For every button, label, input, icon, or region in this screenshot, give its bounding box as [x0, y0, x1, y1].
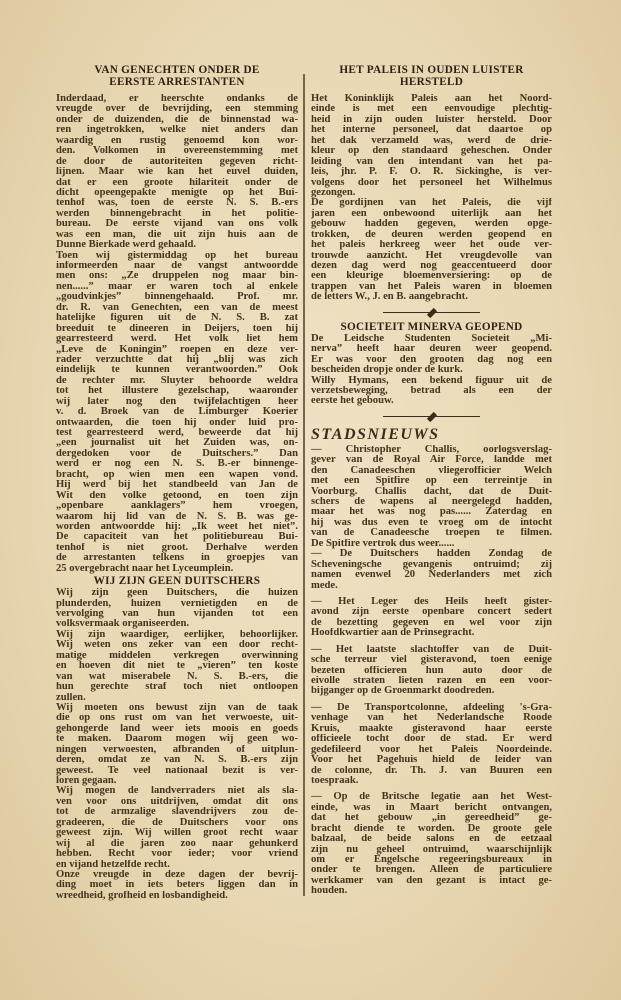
text-line: avond zijn eerste openbare concert sedert	[311, 607, 552, 618]
text-line: Kruis, maakte gisteravond haar eerste	[311, 723, 552, 734]
text-line: het interne personeel, dat daartoe op	[311, 125, 552, 136]
text-line: leiding van den intendant van het pa-	[311, 156, 552, 167]
text-line: dergedoken voor de Duitschers.” Dan	[56, 448, 298, 459]
text-line: Hoofdkwartier aan de Prinsegracht.	[311, 628, 475, 639]
text-line: venhage van het Nederlandsche Roode	[311, 713, 552, 724]
text-line: geweest. Te veel nationaal bezit is ver-	[56, 765, 298, 776]
text-line: dat het gebouw „in gereedheid” ge-	[311, 813, 552, 824]
text-line: jaren een onbewoond uiterlijk aan het	[311, 208, 552, 219]
text-line: dicht opeengepakte menigte op het Bui-	[56, 187, 298, 198]
text-line: tenhof was, toen de eerste N. S. B.-ers	[56, 198, 298, 209]
text-line: Toen wij gistermiddag op het bureau	[56, 250, 298, 261]
text-line: ven voor ons uitdrijven, omdat dit ons	[56, 796, 298, 807]
text-line: worden antwoordde hij: „Ik weet het niet”.	[56, 521, 298, 532]
text-line: tenhof is niet groot. Derhalve werden	[56, 542, 298, 553]
text-line: dezen dag werd nog geaccentueerd door	[311, 261, 552, 271]
text-line: ding moet in iets beters liggen dan in	[56, 880, 298, 891]
text-line: einde, was in Maart bericht ontvangen,	[311, 802, 552, 813]
text-line: — Het Leger des Heils heeft gister-	[311, 596, 552, 607]
text-line: Wit den volke getoond, en toen zijn	[56, 490, 298, 501]
text-line: nerva” heeft haar deuren weer geopend.	[311, 344, 552, 355]
paragraph	[311, 792, 552, 896]
text-line: trokken, de deuren werden geopend en	[311, 229, 552, 240]
text-line: zijn nu geheel ontruimd, waarschijnlijk	[311, 844, 552, 855]
left-column	[56, 64, 298, 901]
ornamental-divider	[311, 410, 552, 422]
text-line: tot het illustere gezelschap, waaronder	[56, 386, 298, 397]
text-line: sche terreur viel gisteravond, toen eenige	[311, 655, 552, 666]
text-line: bijganger op de Groenmarkt doodreden.	[311, 686, 495, 697]
text-line: Hij werd bij het standbeeld van Jan de	[56, 480, 298, 491]
text-line: Wij mogen de landverraders niet als sla-	[56, 786, 298, 797]
text-line: matige middelen verkregen overwinning	[56, 650, 298, 661]
text-line: zullen.	[56, 692, 86, 703]
text-line: werden binnengebracht in het politie-	[56, 208, 298, 219]
text-line: Het Koninklijk Paleis aan het Noord-	[311, 94, 552, 104]
text-line: hebben. Recht voor ieder; voor vriend	[56, 849, 298, 860]
subheading: WIJ ZIJN GEEN DUITSCHERS	[93, 575, 261, 588]
text-line: ningen verwoesten, afbranden of uitplun-	[56, 744, 298, 755]
text-line: om er Engelsche regeeringsbureaux in	[311, 855, 552, 865]
text-line: waardig en rustig genoemd kon wor-	[56, 135, 298, 146]
text-line: kleur op den standaard geheschen. Onder	[311, 146, 552, 157]
text-line: volksvermaak organiseerden.	[56, 619, 190, 630]
text-line: eivolle straten lieten razen en een voor-	[311, 676, 552, 686]
paragraph	[311, 645, 552, 697]
text-line: verzetsbeweging, betrad als een der	[311, 385, 552, 396]
text-line: onder de duizenden, die de binnenstad wa-	[56, 114, 298, 125]
headline-line: HET PALEIS IN OUDEN LUISTER	[339, 64, 524, 76]
text-line: de rechter mr. Sluyter behoorde weldra	[56, 375, 298, 386]
text-line: gever van de Royal Air Force, landde met	[311, 455, 552, 466]
text-line: met een Spitfire op een terreintje in	[311, 476, 552, 487]
text-line: deren, omdat ze van N. S. B.-ers zijn	[56, 755, 298, 766]
text-line: wreedheid, grofheid en losbandigheid.	[56, 890, 228, 901]
text-line: waarom hij lid van de N. S. B. was ge-	[56, 511, 298, 522]
text-line: balzaal, de beide salons en de eetzaal	[311, 834, 552, 845]
text-line: einde is met een eenvoudige plechtig-	[311, 104, 552, 115]
right-column	[311, 64, 552, 897]
paragraph	[56, 588, 298, 630]
text-line: mede.	[311, 580, 338, 591]
text-line: werkkamer van den gezant is intact ge-	[311, 875, 552, 886]
text-line: — De Transportcolonne, afdeeling 's-Gra-	[311, 702, 552, 713]
text-line: 25 overgebracht naar het Lyceumplein.	[56, 563, 234, 574]
text-line: de letters W., J. en B. aangebracht.	[311, 292, 468, 303]
text-line: hij was dus even te vroeg om de intocht	[311, 517, 552, 528]
text-line: lijnen. Maar wie kan het euvel duiden,	[56, 167, 298, 178]
paragraph	[311, 549, 552, 591]
text-line: den. Volkomen in overeenstemming met	[56, 146, 298, 157]
headline-line: HERSTELD	[399, 76, 464, 88]
text-line: „Leve de Koningin” roepen en deze ver-	[56, 344, 298, 355]
column-divider	[303, 74, 305, 896]
text-line: dr. R. van Genechten, een van de meest	[56, 302, 298, 313]
text-line: men ons: „Ze druppelen nog maar bin-	[56, 271, 298, 282]
text-line: en vijand hetzelfde recht.	[56, 859, 170, 870]
text-line: gearresteerd werd. Het volk liet hem	[56, 334, 298, 345]
text-line: De gordijnen van het Paleis, die vijf	[311, 198, 552, 209]
text-line: nen......” maar er waren toch al enkele	[56, 281, 298, 292]
text-line: schers de wapens al neergelegd hadden,	[311, 497, 552, 507]
text-line: tot de armzalige slavendrijvers zou de-	[56, 807, 298, 818]
paragraph	[56, 703, 298, 787]
text-line: gradeeren, die de Duitschers voor ons	[56, 817, 298, 828]
text-line: de colonne, dr. Th. J. van Buuren een	[311, 765, 552, 776]
text-line: v. d. Broek van de Limburger Koerier	[56, 407, 298, 418]
text-line: breeduit te dineeren in Deijers, toen hij	[56, 323, 298, 334]
text-line: werd er nog een N. S. B.-er binnenge-	[56, 459, 298, 470]
text-line: gezongen.	[311, 187, 356, 198]
text-line: eindelijk te kunnen verantwoorden.” Ook	[56, 365, 298, 376]
text-line: gebouw hadden gegeven, werden opge-	[311, 219, 552, 230]
headline-line: VAN GENECHTEN ONDER DE	[94, 64, 260, 76]
text-line: hatelijke figuren uit de N. S. B. zat	[56, 313, 298, 324]
text-line: en hoeven dit niet te „vieren” ten koste	[56, 661, 298, 672]
text-line: officieele tocht door de stad. Er werd	[311, 734, 552, 745]
text-line: „goudvinkjes” binnengehaald. Prof. mr.	[56, 292, 298, 303]
text-line: gehongerde land weer iets moois en goeds	[56, 723, 298, 734]
text-line: — De Duitschers hadden Zondag de	[311, 549, 552, 560]
text-line: volgens door het personeel het Wilhelmus	[311, 177, 552, 188]
text-line: plunderden, huizen vernietigden en de	[56, 598, 298, 609]
text-line: — Op de Britsche legatie aan het West-	[311, 792, 552, 803]
text-line: „openbare aanklagers” hem vroegen,	[56, 501, 298, 512]
paragraph	[311, 94, 552, 198]
paragraph	[311, 198, 552, 302]
text-line: Scheveningsche gevangenis ontruimd; zij	[311, 559, 552, 570]
text-line: gedefileerd voor het Paleis Noordeinde.	[311, 744, 552, 755]
paragraph	[311, 597, 552, 639]
text-line: De Leidsche Studenten Societeit „Mi-	[311, 333, 552, 344]
text-line: maar het was nog pas...... Zaterdag en	[311, 507, 552, 518]
text-line: Wij zijn geen Duitschers, die huizen	[56, 588, 298, 599]
paragraph	[311, 376, 552, 407]
text-line: — Het laatste slachtoffer van de Duit-	[311, 644, 552, 655]
text-line: wij later nog den twijfelachtigen heer	[56, 396, 298, 407]
text-line: geweest zijn. Wij willen groot recht waar	[56, 828, 298, 839]
text-line: was een man, die uit zijn huis aan de	[56, 229, 298, 240]
text-line: houden.	[311, 886, 348, 897]
text-line: Onze vreugde in deze dagen der bevrij-	[56, 869, 298, 880]
text-line: eerste het gebouw.	[311, 396, 394, 407]
text-line: het dak verzameld was, werd de drie-	[311, 135, 552, 146]
paragraph	[56, 630, 298, 703]
text-line: bezeten officieren hun auto door de	[311, 665, 552, 676]
text-line: Willy Hymans, een bekend figuur uit de	[311, 375, 552, 386]
text-line: wij al die jaren zoo naar gehunkerd	[56, 838, 298, 849]
text-line: een kleurige bloemenversiering: op de	[311, 271, 552, 282]
text-line: de arrestanten telkens in groepjes van	[56, 553, 298, 564]
text-line: „een journalist uit het Zuiden was, on-	[56, 438, 298, 449]
paragraph	[311, 445, 552, 549]
text-line: Dunne Bierkade werd gehaald.	[56, 240, 197, 251]
paragraph	[56, 870, 298, 901]
text-line: de door de autoriteiten gegeven richt-	[56, 156, 298, 167]
section-title: STADSNIEUWS	[311, 425, 440, 443]
ornamental-divider	[311, 306, 552, 318]
paragraph	[311, 334, 552, 376]
paragraph	[56, 251, 298, 575]
text-line: bracht diende te worden. De groote gele	[311, 823, 552, 834]
text-line: van wat miserabele N. S. B.-ers, die	[56, 671, 298, 682]
article-headline	[56, 64, 298, 88]
paragraph	[56, 786, 298, 870]
text-line: test gearresteerd werd, beweerde dat hij	[56, 428, 298, 438]
text-line: de bezetting gegeven en wel voor zijn	[311, 617, 552, 628]
text-line: informeerden naar de vangst antwoordde	[56, 261, 298, 271]
text-line: vervolging van hun vijanden tot een	[56, 609, 298, 619]
text-line: ontwaarden, die toen hij onder luid pro-	[56, 417, 298, 428]
text-line: — Christopher Challis, oorlogsverslag-	[311, 444, 552, 455]
text-line: die op ons rust om van het verwoeste, uit-	[56, 713, 298, 724]
text-line: De Spitfire vertrok dus weer......	[311, 538, 455, 549]
text-line: Inderdaad, er heerschte ondanks de	[56, 94, 298, 104]
text-line: toespraak.	[311, 775, 359, 786]
text-line: onder te brengen. Alleen de particuliere	[311, 865, 552, 876]
text-line: trouwde aanzicht. Het vreugdevolle van	[311, 250, 552, 261]
text-line: den Canadeeschen vliegerofficier Welch	[311, 465, 552, 476]
text-line: heid in zijn ouden luister hersteld. Door	[311, 114, 552, 125]
paragraph	[311, 703, 552, 787]
text-line: namen evenwel 20 Nederlanders met zich	[311, 570, 552, 581]
text-line: Voor het Pagehuis hield de leider van	[311, 755, 552, 766]
text-line: leis, jhr. P. F. O. R. Sickinghe, is ver-	[311, 167, 552, 178]
subheading: SOCIETEIT MINERVA GEOPEND	[340, 320, 523, 333]
text-line: trappen van het Paleis waren in bloemen	[311, 281, 552, 292]
text-line: vreugde over de bevrijding, een stemming	[56, 104, 298, 115]
text-line: loren gegaan.	[56, 776, 117, 786]
text-line: Wij moeten ons bewust zijn van de taak	[56, 702, 298, 713]
text-line: hun gerechte straf toch niet ontloopen	[56, 682, 298, 693]
text-line: Wij zijn waardiger, eerlijker, behoorlijker.	[56, 629, 298, 640]
text-line: van de Canadeesche troepen te filmen.	[311, 528, 552, 539]
text-line: bescheiden dropje onder de kurk.	[311, 365, 463, 376]
text-line: te maken. Daarom mogen wij geen wo-	[56, 734, 298, 745]
text-line: dat er een groote hilariteit onder de	[56, 177, 298, 188]
text-line: rader verzuchtte dat hij „blij was zich	[56, 354, 298, 365]
paragraph	[56, 94, 298, 251]
text-line: Wij weten ons zeker van een door recht-	[56, 640, 298, 651]
text-line: bureau. De eerste vijand van ons volk	[56, 219, 298, 230]
text-line: bracht, op wien men een wapen vond.	[56, 469, 298, 480]
text-line: ren ingetrokken, welke niet anders dan	[56, 125, 298, 136]
text-line: het paleis herkreeg weer het oude ver-	[311, 240, 552, 251]
text-line: Voorburg. Challis dacht, dat de Duit-	[311, 486, 552, 497]
text-line: De capaciteit van het politiebureau Bui-	[56, 532, 298, 543]
text-line: Er was voor den grooten dag nog een	[311, 354, 552, 365]
article-headline	[311, 64, 552, 88]
headline-line: EERSTE ARRESTANTEN	[109, 76, 245, 88]
